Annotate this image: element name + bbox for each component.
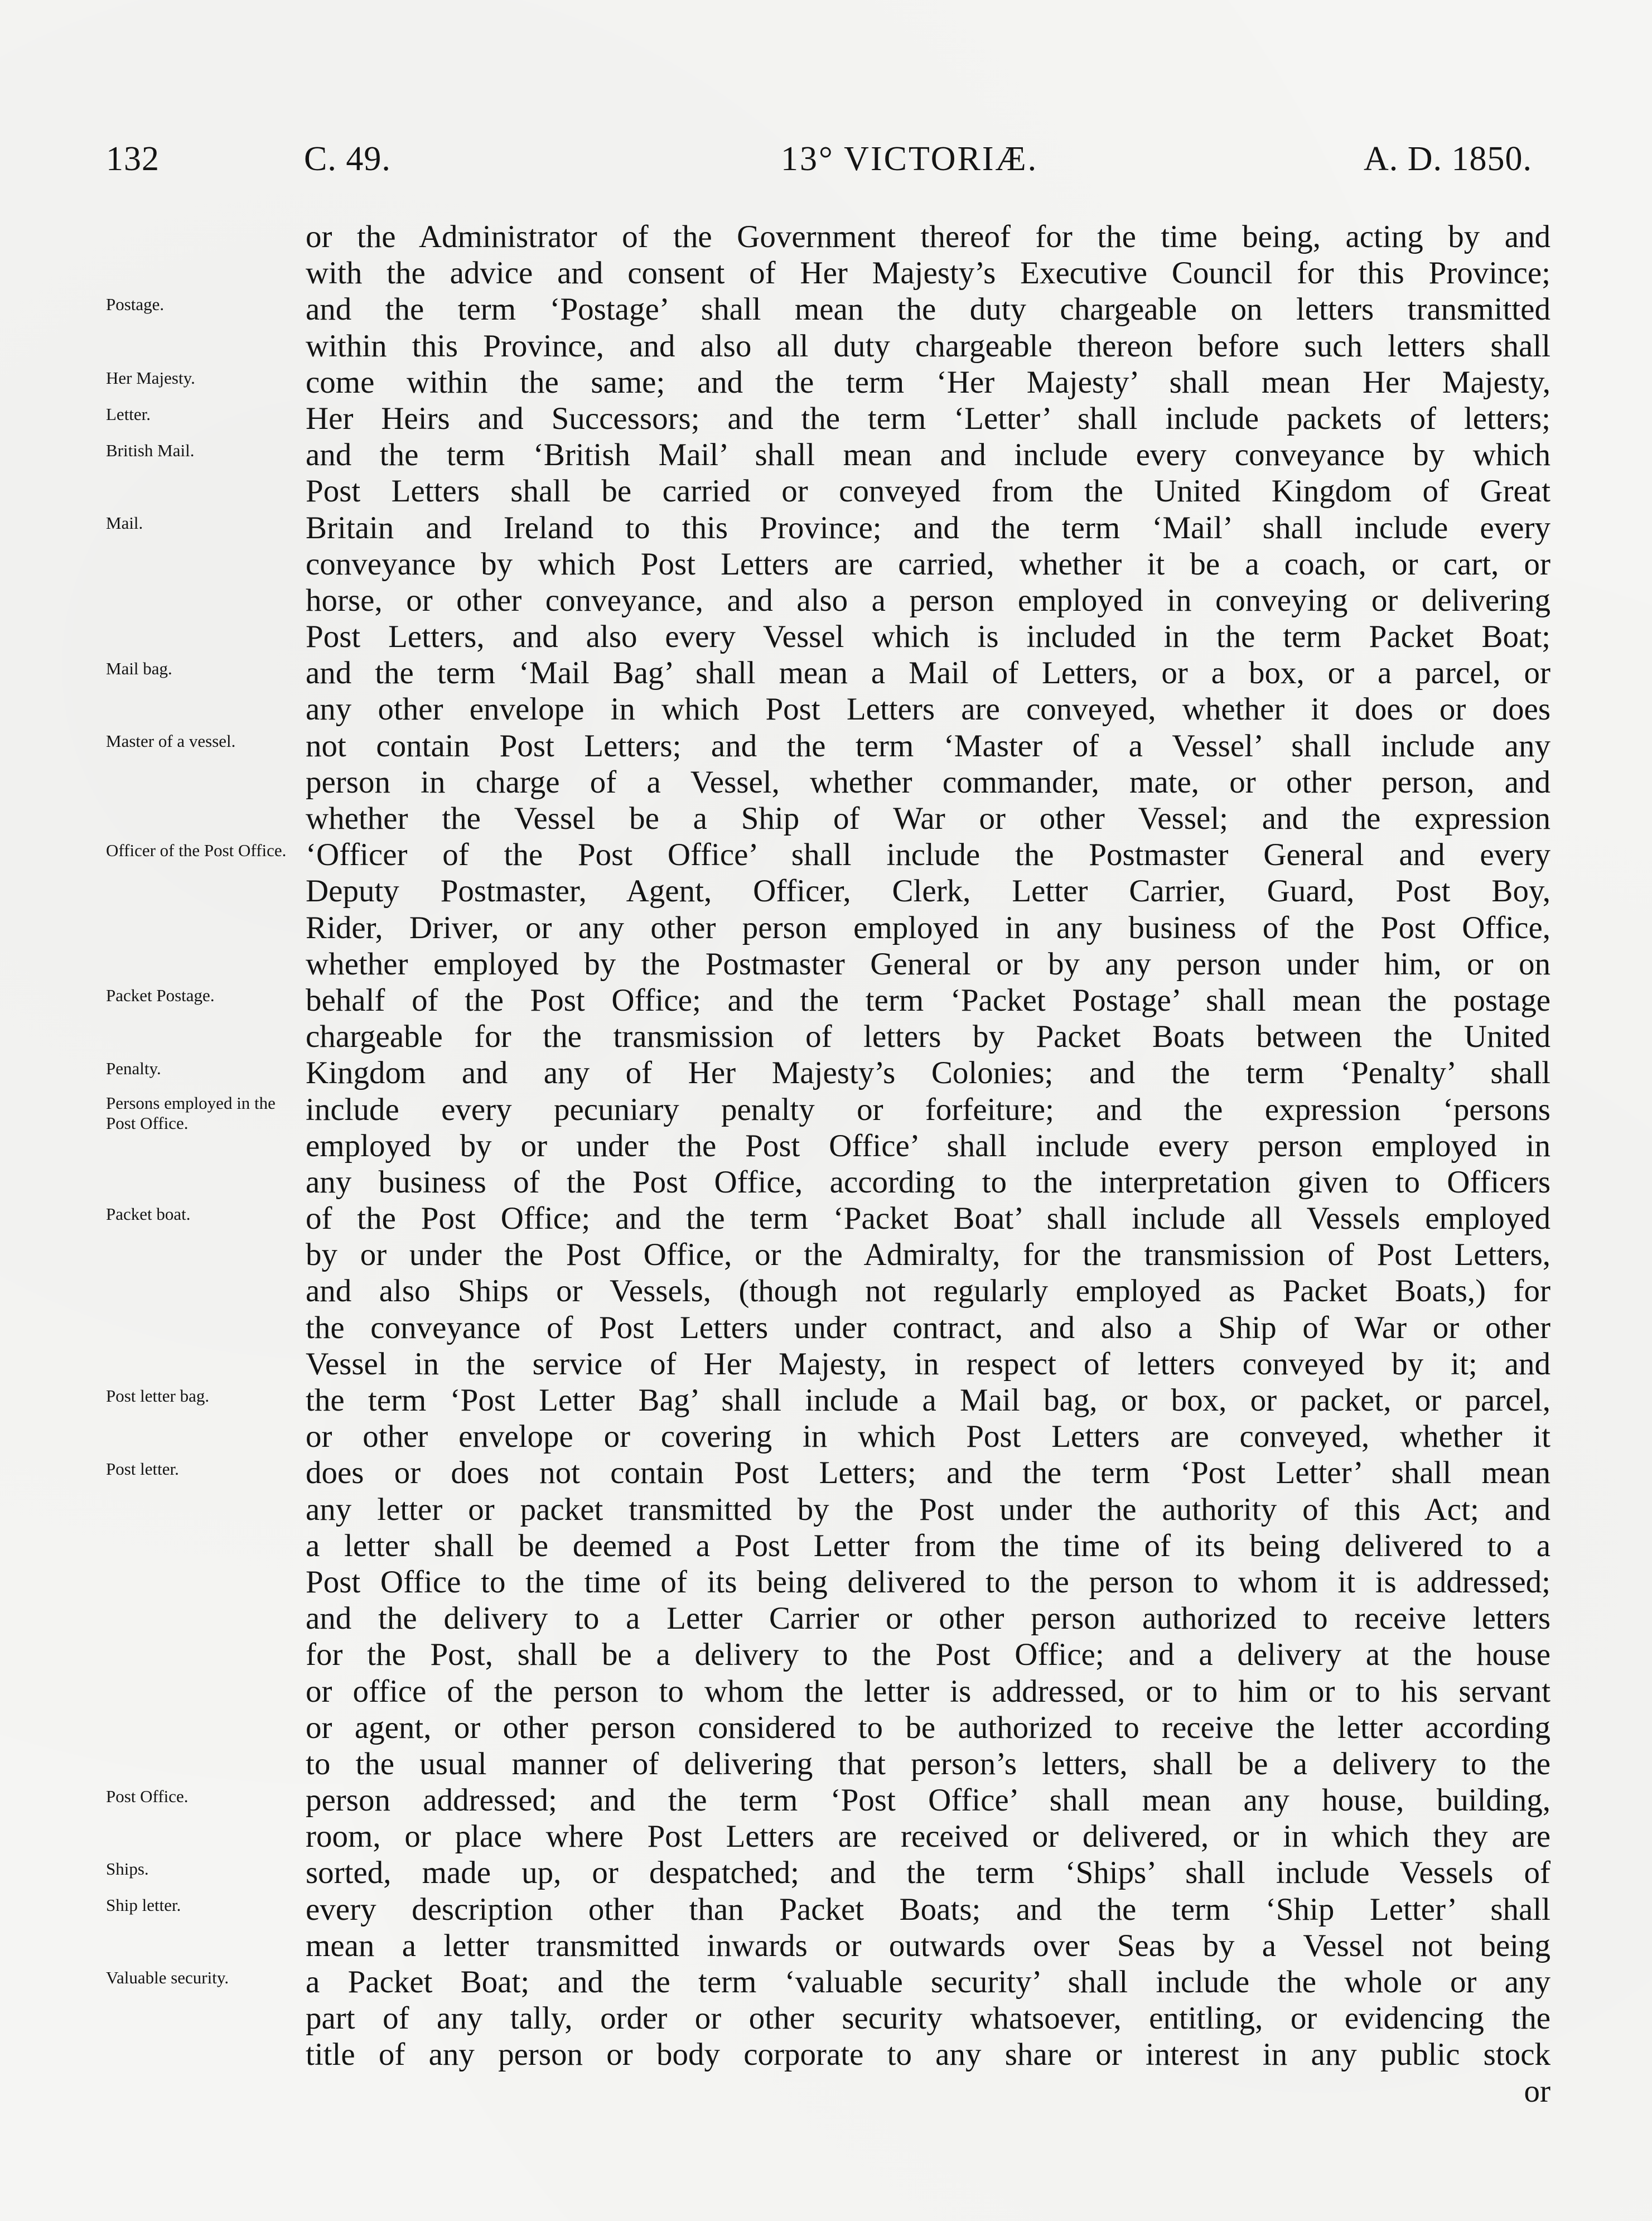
- margin-notes: [0, 0, 312, 2221]
- text-line: Rider, Driver, or any other person employed in any business of the Post Office,: [306, 910, 1550, 945]
- text-line: Britain and Ireland to this Province; and the term ‘Mail’ shall include every: [306, 510, 1550, 545]
- text-line: title of any person or body corporate to any share or interest in any public stock: [306, 2037, 1550, 2073]
- text-line: and the term ‘Postage’ shall mean the duty chargeable on letters transmitted: [306, 292, 1550, 327]
- text-line: and also Ships or Vessels, (though not regularly employed as Packet Boats,) for: [306, 1273, 1550, 1309]
- margin-note-post-letter-bag: Post letter bag.: [106, 1386, 210, 1406]
- text-line: part of any tally, order or other security whatsoever, entitling, or evidencing the: [306, 2001, 1550, 2036]
- text-line: Kingdom and any of Her Majesty’s Colonies; and the term ‘Penalty’ shall: [306, 1055, 1550, 1091]
- margin-note-her-majesty: Her Majesty.: [106, 368, 195, 388]
- text-line: not contain Post Letters; and the term ‘Master of a Vessel’ shall include any: [306, 728, 1550, 764]
- text-line: include every pecuniary penalty or forfeiture; and the expression ‘persons: [306, 1092, 1550, 1127]
- margin-note-master-of-vessel: Master of a vessel.: [106, 731, 236, 751]
- text-line: or other envelope or covering in which Post Letters are conveyed, whether it: [306, 1419, 1550, 1455]
- text-line: any other envelope in which Post Letters are conveyed, whether it does or does: [306, 692, 1550, 727]
- text-line: a letter shall be deemed a Post Letter from the time of its being delivered to a: [306, 1528, 1550, 1563]
- margin-note-packet-boat: Packet boat.: [106, 1204, 191, 1224]
- text-line: or agent, or other person considered to be authorized to receive the letter according: [306, 1710, 1550, 1745]
- chapter-number: C. 49.: [304, 140, 391, 178]
- margin-note-ship-letter: Ship letter.: [106, 1895, 181, 1915]
- text-line: and the delivery to a Letter Carrier or other person authorized to receive letters: [306, 1601, 1550, 1636]
- text-line: a Packet Boat; and the term ‘valuable security’ shall include the whole or any: [306, 1964, 1550, 2000]
- margin-note-postage: Postage.: [106, 294, 165, 314]
- catchword: or: [1524, 2073, 1550, 2109]
- page-number: 132: [106, 140, 160, 178]
- text-line: within this Province, and also all duty chargeable thereon before such letters shall: [306, 328, 1550, 364]
- statute-body-text: [306, 219, 1550, 2109]
- text-line: sorted, made up, or despatched; and the term ‘Ships’ shall include Vessels of: [306, 1855, 1550, 1891]
- text-line: and the term ‘British Mail’ shall mean and include every conveyance by which: [306, 437, 1550, 473]
- margin-note-valuable-security: Valuable security.: [106, 1968, 229, 1987]
- text-line: and the term ‘Mail Bag’ shall mean a Mail of Letters, or a box, or a parcel, or: [306, 655, 1550, 691]
- text-line: employed by or under the Post Office’ shall include every person employed in: [306, 1128, 1550, 1163]
- margin-note-british-mail: British Mail.: [106, 441, 195, 460]
- text-line: or office of the person to whom the letter is addressed, or to him or to his servant: [306, 1673, 1550, 1709]
- margin-note-post-office: Post Office.: [106, 1787, 189, 1806]
- text-line: with the advice and consent of Her Majesty’s Executive Council for this Province;: [306, 255, 1550, 291]
- margin-note-penalty: Penalty.: [106, 1059, 161, 1078]
- text-line: for the Post, shall be a delivery to the Post Office; and a delivery at the house: [306, 1637, 1550, 1673]
- text-line: the term ‘Post Letter Bag’ shall include a Mail bag, or box, or packet, or parcel,: [306, 1383, 1550, 1418]
- text-line: any business of the Post Office, according to the interpretation given to Officers: [306, 1164, 1550, 1200]
- text-line: Deputy Postmaster, Agent, Officer, Clerk, Letter Carrier, Guard, Post Boy,: [306, 873, 1550, 909]
- text-line: person addressed; and the term ‘Post Office’ shall mean any house, building,: [306, 1783, 1550, 1818]
- text-line: horse, or other conveyance, and also a person employed in conveying or delivering: [306, 582, 1550, 618]
- margin-note-officer-post-office: Officer of the Post Office.: [106, 841, 287, 860]
- text-line: conveyance by which Post Letters are carried, whether it be a coach, or cart, or: [306, 546, 1550, 582]
- text-line: mean a letter transmitted inwards or outwards over Seas by a Vessel not being: [306, 1928, 1550, 1963]
- text-line: Vessel in the service of Her Majesty, in respect of letters conveyed by it; and: [306, 1346, 1550, 1382]
- text-line: room, or place where Post Letters are received or delivered, or in which they are: [306, 1819, 1550, 1855]
- text-line: every description other than Packet Boats; and the term ‘Ship Letter’ shall: [306, 1891, 1550, 1927]
- text-line: chargeable for the transmission of letters by Packet Boats between the United: [306, 1019, 1550, 1055]
- text-line: Post Letters, and also every Vessel which is included in the term Packet Boat;: [306, 619, 1550, 655]
- text-line: the conveyance of Post Letters under contract, and also a Ship of War or other: [306, 1310, 1550, 1345]
- margin-note-mail-bag: Mail bag.: [106, 659, 172, 678]
- text-line: Post Office to the time of its being delivered to the person to whom it is addressed;: [306, 1564, 1550, 1600]
- text-line: whether employed by the Postmaster General or by any person under him, or on: [306, 946, 1550, 982]
- year: A. D. 1850.: [1364, 140, 1533, 178]
- text-line: Post Letters shall be carried or conveyed from the United Kingdom of Great: [306, 474, 1550, 509]
- margin-note-post-letter: Post letter.: [106, 1459, 179, 1479]
- text-line: come within the same; and the term ‘Her Majesty’ shall mean Her Majesty,: [306, 364, 1550, 400]
- text-line: to the usual manner of delivering that person’s letters, shall be a delivery to the: [306, 1746, 1550, 1781]
- text-line: of the Post Office; and the term ‘Packet Boat’ shall include all Vessels employed: [306, 1201, 1550, 1237]
- text-line: or the Administrator of the Government thereof for the time being, acting by and: [306, 219, 1550, 254]
- text-line: ‘Officer of the Post Office’ shall include the Postmaster General and every: [306, 837, 1550, 873]
- margin-note-persons-employed: Persons employed in the Post Office.: [106, 1093, 276, 1133]
- text-line: behalf of the Post Office; and the term ‘Packet Postage’ shall mean the postage: [306, 982, 1550, 1018]
- margin-note-mail: Mail.: [106, 513, 143, 533]
- text-line: Her Heirs and Successors; and the term ‘Letter’ shall include packets of letters;: [306, 400, 1550, 436]
- margin-note-packet-postage: Packet Postage.: [106, 986, 215, 1005]
- text-line: whether the Vessel be a Ship of War or other Vessel; and the expression: [306, 801, 1550, 836]
- text-line: any letter or packet transmitted by the Post under the authority of this Act; and: [306, 1491, 1550, 1527]
- margin-note-ships: Ships.: [106, 1859, 149, 1879]
- text-line: by or under the Post Office, or the Admiralty, for the transmission of Post Letters,: [306, 1237, 1550, 1273]
- regnal-year-title: 13° VICTORIÆ.: [781, 140, 1038, 178]
- text-line: person in charge of a Vessel, whether commander, mate, or other person, and: [306, 764, 1550, 800]
- text-line: does or does not contain Post Letters; and the term ‘Post Letter’ shall mean: [306, 1455, 1550, 1491]
- margin-note-letter: Letter.: [106, 404, 151, 424]
